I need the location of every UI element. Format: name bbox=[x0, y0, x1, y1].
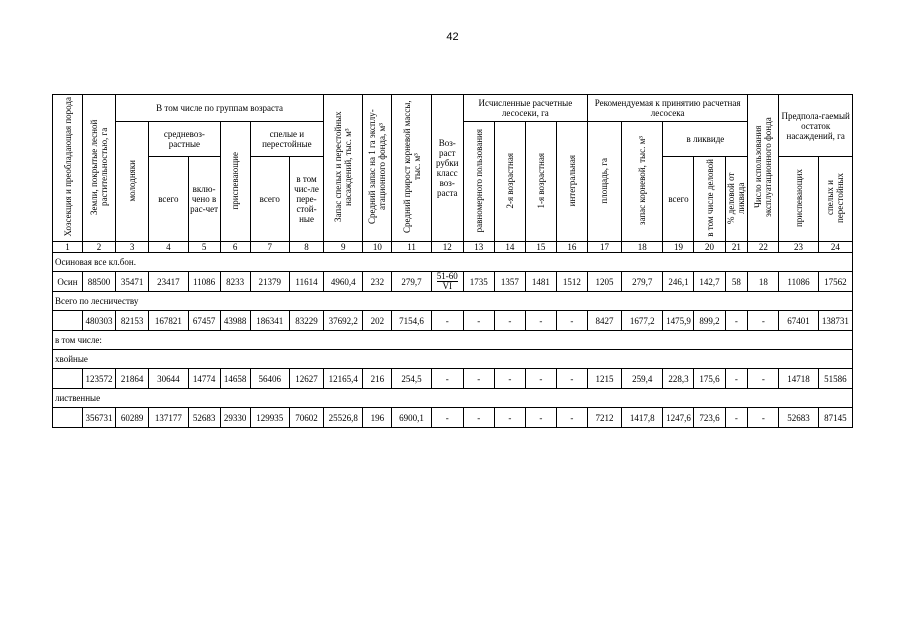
table-cell: - bbox=[525, 369, 556, 389]
header-maturing: приспевающие bbox=[220, 122, 250, 242]
column-number: 4 bbox=[149, 242, 188, 253]
table-cell: 51586 bbox=[818, 369, 852, 389]
table-cell: 216 bbox=[363, 369, 392, 389]
header-remainder-maturing: приспевающих bbox=[779, 157, 818, 242]
header-recommended-cut: Рекомендуемая к принятию расчетная лесосека bbox=[587, 95, 747, 122]
header-second-age: 2-я возрастная bbox=[494, 122, 525, 242]
table-cell: 138731 bbox=[818, 311, 852, 331]
section-title-row bbox=[53, 292, 853, 311]
table-cell: 12165,4 bbox=[324, 369, 363, 389]
table-cell: - bbox=[556, 408, 587, 428]
section-title-row bbox=[53, 389, 853, 408]
column-number: 20 bbox=[694, 242, 725, 253]
column-number-row bbox=[53, 242, 853, 253]
header-young: молодняки bbox=[116, 122, 149, 242]
table-cell: 279,7 bbox=[392, 272, 431, 292]
cutting-age-fraction bbox=[437, 272, 458, 291]
header-middle-aged: средневоз-растные bbox=[149, 122, 220, 157]
header-section-species: Хозсекция и преобладающая порода bbox=[53, 95, 83, 242]
table-cell: 83229 bbox=[289, 311, 323, 331]
table-cell: 899,2 bbox=[694, 311, 725, 331]
table-cell: - bbox=[525, 408, 556, 428]
table-cell: 43988 bbox=[220, 311, 250, 331]
table-cell: 186341 bbox=[250, 311, 289, 331]
table-cell: 14718 bbox=[779, 369, 818, 389]
header-usage-count: Число использования эксплуатационного фонда bbox=[748, 95, 779, 242]
table-cell: - bbox=[525, 311, 556, 331]
table-cell: 254,5 bbox=[392, 369, 431, 389]
table-cell: 137177 bbox=[149, 408, 188, 428]
column-number: 10 bbox=[363, 242, 392, 253]
table-cell: 14658 bbox=[220, 369, 250, 389]
column-number: 16 bbox=[556, 242, 587, 253]
section-title-row bbox=[53, 331, 853, 350]
column-number: 11 bbox=[392, 242, 431, 253]
column-number: 17 bbox=[587, 242, 621, 253]
column-number: 23 bbox=[779, 242, 818, 253]
header-avg-stock-per-ha: Средний запас на 1 га эксплу-атационного фонда, м³ bbox=[363, 95, 392, 242]
table-cell: 7154,6 bbox=[392, 311, 431, 331]
table-cell: - bbox=[431, 408, 463, 428]
table-cell: 8233 bbox=[220, 272, 250, 292]
header-mature-overmature: спелые и перестойные bbox=[250, 122, 323, 157]
table-cell: 87145 bbox=[818, 408, 852, 428]
table-cell: 17562 bbox=[818, 272, 852, 292]
table-cell: 8427 bbox=[587, 311, 621, 331]
table-cell: 82153 bbox=[116, 311, 149, 331]
table-cell: 6900,1 bbox=[392, 408, 431, 428]
table-cell: 25526,8 bbox=[324, 408, 363, 428]
column-number: 7 bbox=[250, 242, 289, 253]
table-cell: 1205 bbox=[587, 272, 621, 292]
column-number: 22 bbox=[748, 242, 779, 253]
header-forest-covered-land: Земли, покрытые лесной растительностью, га bbox=[83, 95, 116, 242]
table-row bbox=[53, 369, 853, 389]
table-cell: - bbox=[725, 408, 748, 428]
table-cell: - bbox=[494, 311, 525, 331]
table-cell: 279,7 bbox=[622, 272, 663, 292]
column-number: 2 bbox=[83, 242, 116, 253]
table-cell: 11086 bbox=[779, 272, 818, 292]
table-cell: 356731 bbox=[83, 408, 116, 428]
table-cell: - bbox=[748, 408, 779, 428]
cutting-age-years: 51-60 bbox=[436, 271, 458, 281]
table-cell: 142,7 bbox=[694, 272, 725, 292]
table-cell: 196 bbox=[363, 408, 392, 428]
forest-fund-table bbox=[52, 94, 853, 428]
table-cell: - bbox=[556, 369, 587, 389]
table-row bbox=[53, 408, 853, 428]
table-cell: 480303 bbox=[83, 311, 116, 331]
header-cutting-age: Воз-раст рубки класс воз-раста bbox=[431, 95, 463, 242]
table-cell: 11086 bbox=[188, 272, 220, 292]
column-number: 14 bbox=[494, 242, 525, 253]
section-title: лиственные bbox=[53, 389, 853, 408]
table-cell: - bbox=[431, 311, 463, 331]
header-liquid-total: всего bbox=[663, 157, 694, 242]
table-cell: 12627 bbox=[289, 369, 323, 389]
header-mature-overmature-incl: в том чис-ле пере-стой-ные bbox=[289, 157, 323, 242]
header-avg-growth: Средний прирост корневой массы, тыс. м³ bbox=[392, 95, 431, 242]
table-cell: 14774 bbox=[188, 369, 220, 389]
table-cell: - bbox=[725, 369, 748, 389]
table-cell bbox=[53, 311, 83, 331]
column-number: 19 bbox=[663, 242, 694, 253]
table-cell: 723,6 bbox=[694, 408, 725, 428]
table-cell: 23417 bbox=[149, 272, 188, 292]
table-cell: - bbox=[463, 369, 494, 389]
table-cell: 11614 bbox=[289, 272, 323, 292]
table-cell: 58 bbox=[725, 272, 748, 292]
table-cell: 18 bbox=[748, 272, 779, 292]
header-remainder-mature: спелых и перестойных bbox=[818, 157, 852, 242]
header-calculated-cuts: Исчисленные расчетные лесосеки, га bbox=[463, 95, 587, 122]
table-cell: 37692,2 bbox=[324, 311, 363, 331]
table-cell: - bbox=[725, 311, 748, 331]
table-cell: 67457 bbox=[188, 311, 220, 331]
header-middle-total: всего bbox=[149, 157, 188, 242]
table-cell: Осин bbox=[53, 272, 83, 292]
table-cell: - bbox=[463, 311, 494, 331]
column-number: 9 bbox=[324, 242, 363, 253]
table-cell: 1247,6 bbox=[663, 408, 694, 428]
table-cell: 167821 bbox=[149, 311, 188, 331]
header-first-age: 1-я возрастная bbox=[525, 122, 556, 242]
section-title: Всего по лесничеству bbox=[53, 292, 853, 311]
header-business-percent: % деловой от ликвида bbox=[725, 157, 748, 242]
column-number: 13 bbox=[463, 242, 494, 253]
table-cell: 29330 bbox=[220, 408, 250, 428]
column-number: 15 bbox=[525, 242, 556, 253]
table-cell: 259,4 bbox=[622, 369, 663, 389]
section-title: хвойные bbox=[53, 350, 853, 369]
table-cell: 4960,4 bbox=[324, 272, 363, 292]
table-cell: 70602 bbox=[289, 408, 323, 428]
table-cell: 202 bbox=[363, 311, 392, 331]
column-number: 3 bbox=[116, 242, 149, 253]
cutting-age-class: VI bbox=[442, 281, 452, 291]
table-cell: 21864 bbox=[116, 369, 149, 389]
column-number: 21 bbox=[725, 242, 748, 253]
column-number: 18 bbox=[622, 242, 663, 253]
column-number: 1 bbox=[53, 242, 83, 253]
column-number: 8 bbox=[289, 242, 323, 253]
table-cell: 1417,8 bbox=[622, 408, 663, 428]
table-cell: 246,1 bbox=[663, 272, 694, 292]
table-row bbox=[53, 311, 853, 331]
header-integral: интегральная bbox=[556, 122, 587, 242]
page-number: 42 bbox=[446, 31, 459, 43]
table-cell: 1735 bbox=[463, 272, 494, 292]
table-cell: 30644 bbox=[149, 369, 188, 389]
table-cell: 1481 bbox=[525, 272, 556, 292]
header-liquid-business: в том числе деловой bbox=[694, 157, 725, 242]
section-title: в том числе: bbox=[53, 331, 853, 350]
table-cell: 52683 bbox=[188, 408, 220, 428]
header-mature-total: всего bbox=[250, 157, 289, 242]
table-cell bbox=[53, 408, 83, 428]
column-number: 24 bbox=[818, 242, 852, 253]
table-cell: 1512 bbox=[556, 272, 587, 292]
table-cell: - bbox=[494, 408, 525, 428]
table-cell: 35471 bbox=[116, 272, 149, 292]
table-cell: - bbox=[494, 369, 525, 389]
table-cell bbox=[53, 369, 83, 389]
table-cell: 1475,9 bbox=[663, 311, 694, 331]
section-title: Осиновая все кл.бон. bbox=[53, 253, 853, 272]
table-cell: 1215 bbox=[587, 369, 621, 389]
table-cell: - bbox=[556, 311, 587, 331]
table-cell: 1677,2 bbox=[622, 311, 663, 331]
header-area: площадь, га bbox=[587, 122, 621, 242]
header-age-groups: В том числе по группам возраста bbox=[116, 95, 324, 122]
table-cell: 129935 bbox=[250, 408, 289, 428]
section-title-row bbox=[53, 350, 853, 369]
column-number: 12 bbox=[431, 242, 463, 253]
table-cell: 67401 bbox=[779, 311, 818, 331]
table-cell: 232 bbox=[363, 272, 392, 292]
header-expected-remainder: Предпола-гаемый остаток насаждений, га bbox=[779, 95, 853, 157]
header-in-liquid: в ликвиде bbox=[663, 122, 748, 157]
table-row bbox=[53, 272, 853, 292]
table-cell: 1357 bbox=[494, 272, 525, 292]
table-cell: 56406 bbox=[250, 369, 289, 389]
header-mature-stock: Запас спелых и перестойных насаждений, тыс. м³ bbox=[324, 95, 363, 242]
table-cell: - bbox=[463, 408, 494, 428]
table-cell: 7212 bbox=[587, 408, 621, 428]
header-uniform-use: равномерного пользования bbox=[463, 122, 494, 242]
table-cell bbox=[431, 272, 463, 292]
section-title-row bbox=[53, 253, 853, 272]
table-cell: 21379 bbox=[250, 272, 289, 292]
table-cell: 228,3 bbox=[663, 369, 694, 389]
table-cell: 175,6 bbox=[694, 369, 725, 389]
header-middle-included: вклю-чено в рас-чет bbox=[188, 157, 220, 242]
column-number: 5 bbox=[188, 242, 220, 253]
table-cell: 52683 bbox=[779, 408, 818, 428]
table-cell: 60289 bbox=[116, 408, 149, 428]
table-cell: - bbox=[431, 369, 463, 389]
table-cell: - bbox=[748, 311, 779, 331]
column-number: 6 bbox=[220, 242, 250, 253]
header-root-stock: запас корневой, тыс. м³ bbox=[622, 122, 663, 242]
table-cell: 123572 bbox=[83, 369, 116, 389]
table-cell: - bbox=[748, 369, 779, 389]
table-cell: 88500 bbox=[83, 272, 116, 292]
